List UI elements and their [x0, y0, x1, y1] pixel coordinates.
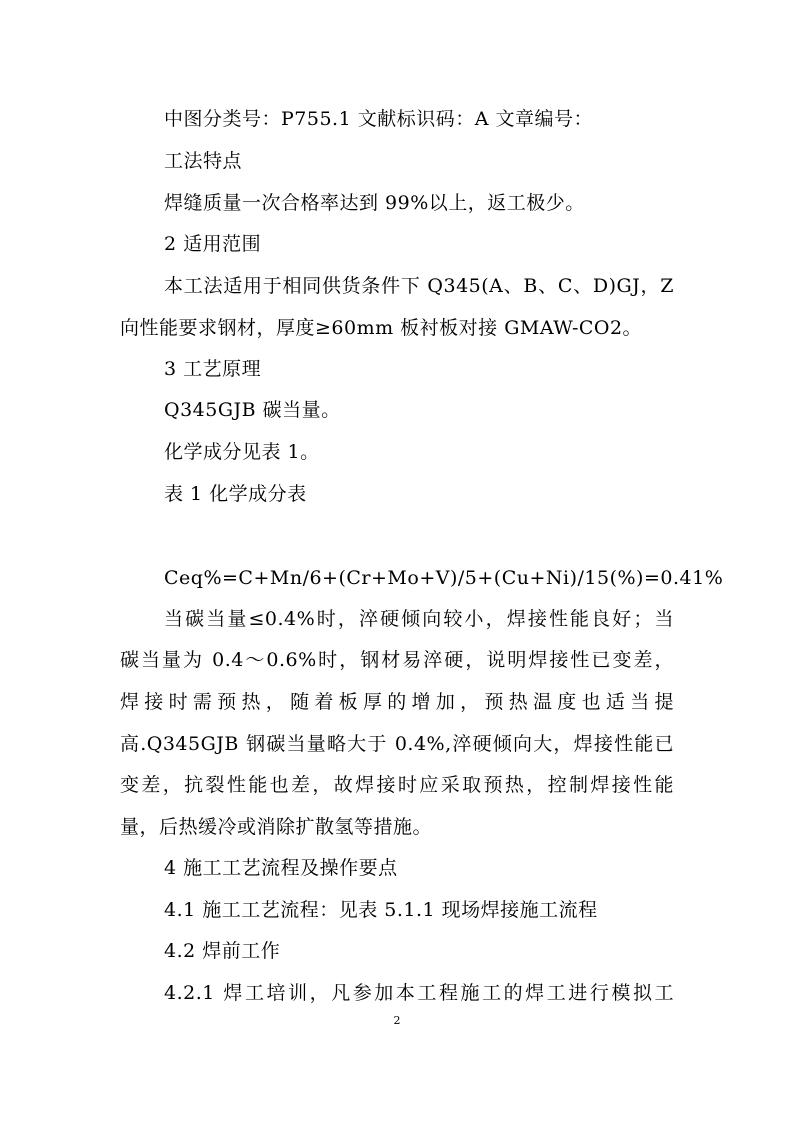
table-caption: 表 1 化学成分表	[164, 483, 307, 505]
paragraph-line: 本工法适用于相同供货条件下 Q345(A、B、C、D)GJ，Z	[164, 275, 674, 297]
section-heading-process: 4 施工工艺流程及操作要点	[164, 857, 398, 879]
page-number: 2	[393, 1014, 401, 1027]
paragraph-line: Q345GJB 碳当量。	[164, 399, 341, 421]
paragraph-line: 高.Q345GJB 钢碳当量略大于 0.4%,淬硬倾向大，焊接性能已	[120, 733, 674, 755]
subsection-heading: 4.1 施工工艺流程：见表 5.1.1 现场焊接施工流程	[164, 899, 598, 921]
paragraph-line: 当碳当量≤0.4%时，淬硬倾向较小，焊接性能良好；当	[164, 608, 674, 630]
paragraph-line: 焊接时需预热，随着板厚的增加，预热温度也适当提	[120, 691, 674, 713]
paragraph-line: 4.2.1 焊工培训，凡参加本工程施工的焊工进行模拟工	[164, 982, 674, 1004]
paragraph-line: 变差，抗裂性能也差，故焊接时应采取预热，控制焊接性能	[120, 774, 674, 796]
section-heading-scope: 2 适用范围	[164, 233, 262, 255]
formula-line: Ceq%=C+Mn/6+(Cr+Mo+V)/5+(Cu+Ni)/15(%)=0.41%	[164, 567, 724, 589]
paragraph-line: 焊缝质量一次合格率达到 99%以上，返工极少。	[164, 192, 585, 214]
classification-line: 中图分类号：P755.1 文献标识码：A 文章编号：	[164, 108, 593, 130]
subsection-heading: 4.2 焊前工作	[164, 940, 281, 962]
section-heading-features: 工法特点	[164, 150, 243, 172]
paragraph-line: 化学成分见表 1。	[164, 441, 320, 463]
paragraph-line: 碳当量为 0.4～0.6%时，钢材易淬硬，说明焊接性已变差，	[120, 649, 674, 671]
section-heading-principle: 3 工艺原理	[164, 358, 262, 380]
paragraph-line: 向性能要求钢材，厚度≥60mm 板衬板对接 GMAW-CO2。	[120, 317, 643, 339]
paragraph-line: 量，后热缓冷或消除扩散氢等措施。	[120, 816, 433, 838]
